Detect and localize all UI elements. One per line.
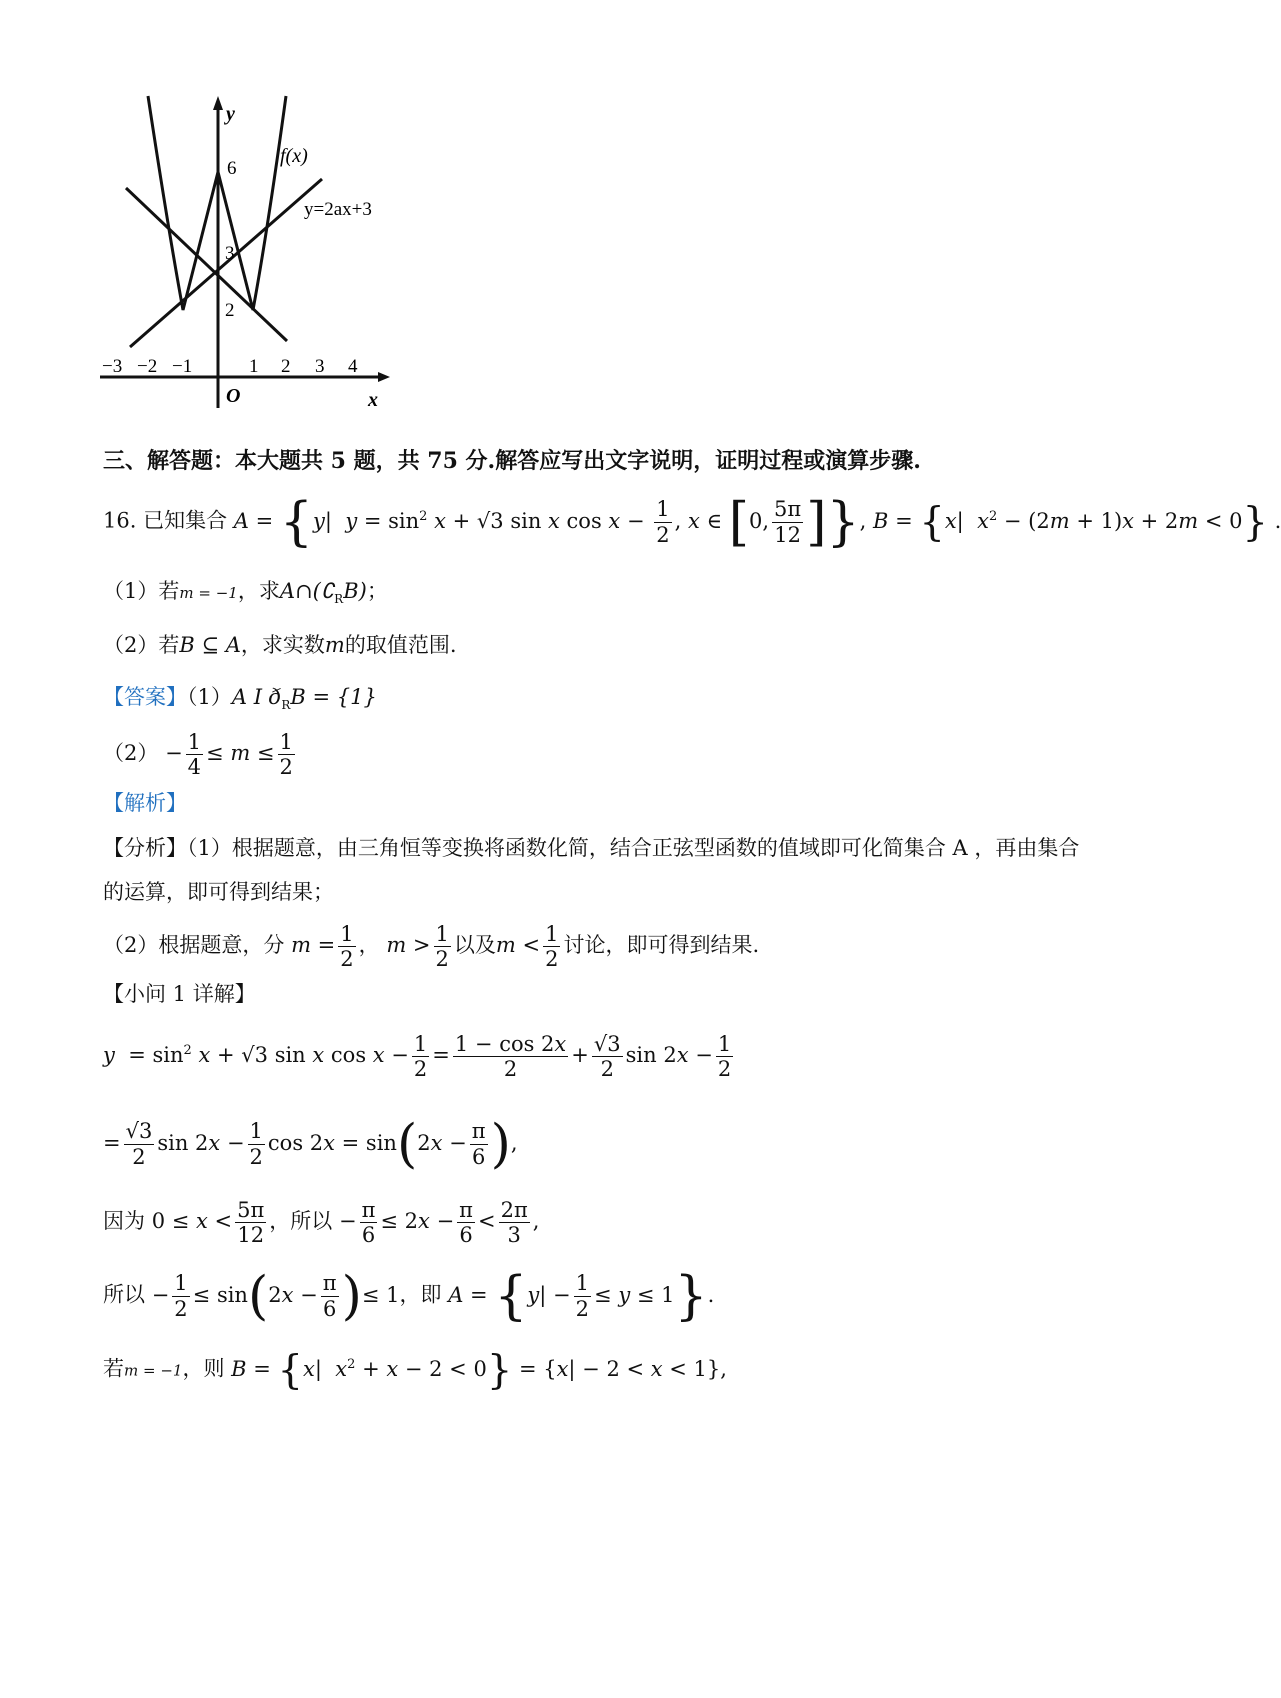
derivation-3-prefix: 因为 <box>103 1209 145 1234</box>
analysis-tag: 【解析】 <box>103 791 187 815</box>
x-tick-1: 1 <box>249 356 259 377</box>
derivation-line-2: = $\frac{√3}{2}$ sin 2x − $\frac{1}{2}$ cos 2x = sin(2x − $\frac{\pi}{6}$ ), <box>103 1114 518 1174</box>
answer-2-label: （2） <box>103 741 159 766</box>
derivation-line-1: $y = \sin^2 x + √3$ sin x cos x − $\frac{1}{2}$ = $\frac{1 - \cos 2x}{2}$ + $\frac{√3}{2}$ sin 2x − $\frac{1}{2}$ <box>103 1032 732 1082</box>
derivation-4-b <box>103 1270 104 1271</box>
function-graph <box>100 88 400 423</box>
q2-label: （2）若 <box>103 633 180 657</box>
question-1 <box>103 581 388 605</box>
q1-ask: ，求 <box>237 579 280 603</box>
derivation-2-text <box>103 1118 104 1119</box>
q1-tail: B) <box>343 579 367 603</box>
q1-label: （1）若 <box>103 579 180 603</box>
derivation-5-b <box>103 1350 104 1351</box>
line-label: y=2ax+3 <box>304 199 372 220</box>
derivation-4-prefix: 所以 <box>103 1282 145 1307</box>
answer-1-tail: B = {1} <box>290 685 377 709</box>
q2-variable: m <box>324 633 345 657</box>
x-axis-label: x <box>368 389 378 411</box>
derivation-4-mid: ，即 <box>399 1282 442 1307</box>
derivation-line-3: 因为 0 ≤ x < $\frac{5\pi}{12}$ ，所以 − $\frac{\pi}{6}$ ≤ 2x − $\frac{\pi}{6}$ < $\frac{2\pi}{3}$ , <box>103 1198 540 1248</box>
answer-1-label: （1） <box>187 685 232 709</box>
analysis-line-2: 的运算，即可得到结果； <box>103 880 334 904</box>
q1-expression: A∩(∁ <box>279 579 335 603</box>
derivation-3-a <box>103 1198 104 1199</box>
q2-end: 的取值范围. <box>344 633 457 657</box>
set-A-definition <box>103 496 104 497</box>
answer-tag: 【答案】 <box>103 685 187 709</box>
y-axis-arrow <box>213 96 223 110</box>
y-tick-2: 2 <box>225 300 235 321</box>
x-tick-neg1: −1 <box>172 356 193 377</box>
mirror-line <box>126 188 287 341</box>
answer-1-expr: A I ð <box>231 685 282 709</box>
analysis-line-3: （2）根据题意，分 m = $\frac{1}{2}$ ， m > $\frac{1}{2}$ 以及m < $\frac{1}{2}$ 讨论，即可得到结果. <box>103 922 760 972</box>
origin-label: O <box>226 385 241 407</box>
question-2 <box>103 635 457 656</box>
y-tick-6: 6 <box>227 158 237 179</box>
analysis-3-b: 以及 <box>453 933 496 958</box>
answer-2-expr <box>103 730 104 731</box>
derivation-4-a <box>103 1270 104 1271</box>
f-label: f(x) <box>280 145 308 167</box>
derivation-line-4: 所以 − $\frac{1}{2}$ ≤ sin(2x − $\frac{\pi}{6}$ )≤ 1，即 A = {y| − $\frac{1}{2}$ ≤ y ≤ 1}. <box>103 1266 715 1326</box>
problem-stem: 16. 已知集合 A = {y| $y = \sin^2 x + √3$ sin x cos x − $\frac{1}{2}$ , x ∈ [0, $\frac{5\pi}{12}$ ]}, B = {x| $x^2 - (2m + 1)x + 2m < 0$} . <box>103 492 1281 552</box>
q2-ask: ，求实数 <box>240 633 325 657</box>
q2-condition: B ⊆ A <box>179 633 241 657</box>
y-axis-label: y <box>226 103 235 125</box>
derivation-1-text <box>103 1032 104 1033</box>
q1-end: ； <box>366 579 388 603</box>
set-B-definition <box>103 496 104 497</box>
answer-line-2: （2） − $\frac{1}{4}$ ≤ m ≤ $\frac{1}{2}$ <box>103 730 293 780</box>
y-tick-3: 3 <box>225 243 235 264</box>
x-axis-arrow <box>378 372 390 382</box>
x-tick-neg3: −3 <box>102 356 123 377</box>
derivation-5-mid: ，则 <box>182 1356 225 1381</box>
answer-line-1 <box>103 687 377 711</box>
x-tick-4: 4 <box>348 356 358 377</box>
q1-sub: R <box>334 592 344 607</box>
problem-stem-prefix: 已知集合 <box>143 508 228 533</box>
analysis-3-a: （2）根据题意，分 <box>103 933 285 958</box>
sub-question-heading: 【小问 1 详解】 <box>103 982 256 1006</box>
derivation-5-cond: m = −1 <box>124 1361 183 1380</box>
derivation-3-mid: ，所以 <box>269 1209 333 1234</box>
x-tick-2: 2 <box>281 356 291 377</box>
x-tick-3: 3 <box>315 356 325 377</box>
q1-condition: m = −1 <box>179 584 238 602</box>
derivation-5-prefix: 若 <box>103 1356 124 1381</box>
answer-1-sub: R <box>281 698 291 713</box>
section-heading: 三、解答题：本大题共 5 题，共 75 分.解答应写出文字说明，证明过程或演算步骤. <box>103 448 921 474</box>
analysis-3-c: 讨论，即可得到结果. <box>563 933 760 958</box>
x-tick-neg2: −2 <box>137 356 158 377</box>
analysis-line-1: 【分析】（1）根据题意，由三角恒等变换将函数化简，结合正弦型函数的值域即可化简集合 A ，再由集合 <box>103 836 1080 860</box>
derivation-3-b <box>103 1198 104 1199</box>
problem-number: 16. <box>103 508 137 533</box>
derivation-line-5: 若m = −1，则 B = {x| $x^2 + x - 2 < 0\} = \{x| - 2 < x < 1\}$, <box>103 1347 727 1393</box>
